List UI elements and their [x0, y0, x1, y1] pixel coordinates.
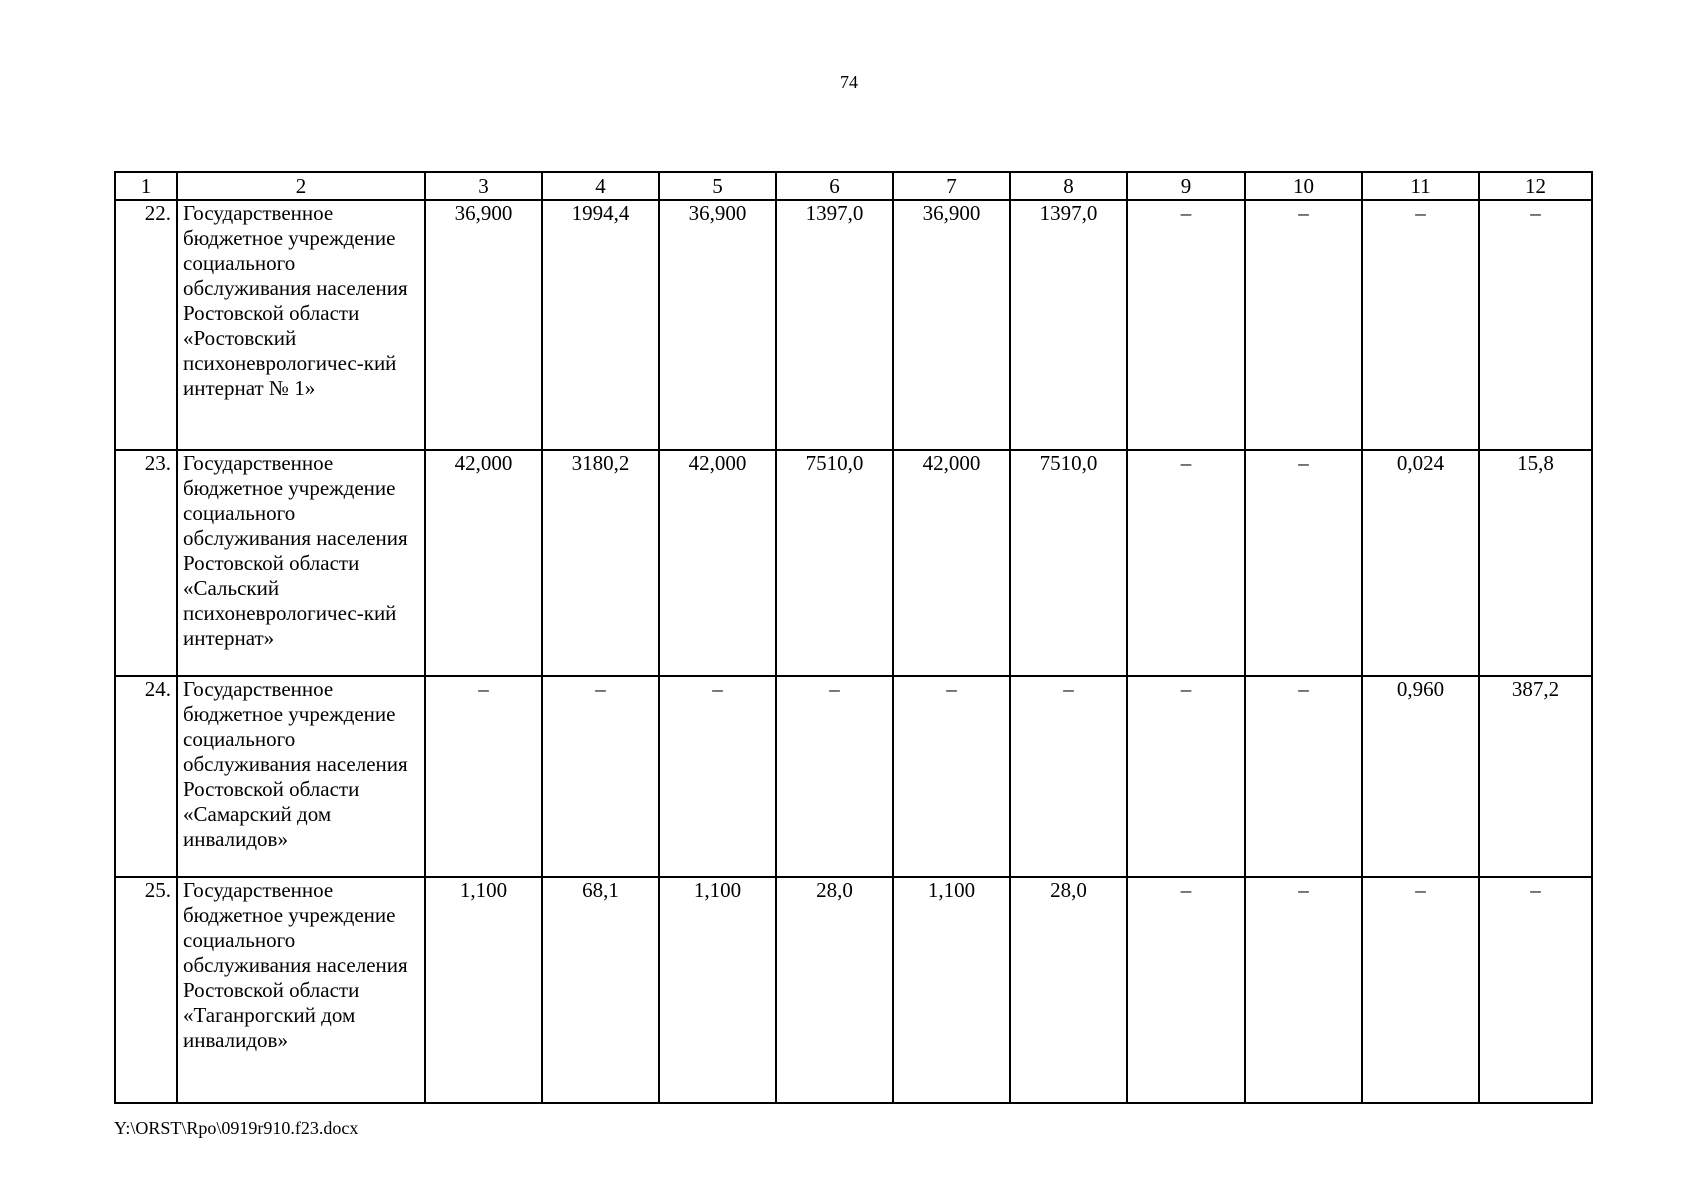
table-cell: – [776, 676, 893, 877]
table-cell: – [1127, 450, 1245, 676]
table-cell: – [1245, 676, 1362, 877]
table-cell: – [1362, 200, 1479, 450]
institution-name: Государственное бюджетное учреждение социального обслуживания населения Ростовской области «Ростовский психоневрологичес-кий интернат № 1» [177, 200, 425, 450]
table-cell: 1994,4 [542, 200, 659, 450]
row-number: 25. [115, 877, 177, 1103]
column-header-7: 7 [893, 172, 1010, 200]
table-cell: 3180,2 [542, 450, 659, 676]
table-cell: 7510,0 [1010, 450, 1127, 676]
column-header-4: 4 [542, 172, 659, 200]
table-cell: – [1479, 200, 1592, 450]
institution-name: Государственное бюджетное учреждение социального обслуживания населения Ростовской области «Самарский дом инвалидов» [177, 676, 425, 877]
page-number: 74 [840, 72, 858, 92]
table-cell: – [1127, 200, 1245, 450]
table-cell: 36,900 [659, 200, 776, 450]
header-row [115, 172, 1592, 200]
table-cell: 1,100 [893, 877, 1010, 1103]
table-row [115, 676, 1592, 877]
table-cell: 68,1 [542, 877, 659, 1103]
data-table [114, 171, 1593, 1104]
row-number: 22. [115, 200, 177, 450]
table-cell: – [1127, 676, 1245, 877]
institution-name: Государственное бюджетное учреждение социального обслуживания населения Ростовской области «Таганрогский дом инвалидов» [177, 877, 425, 1103]
table-cell: – [893, 676, 1010, 877]
table-cell: – [1245, 450, 1362, 676]
table-cell: 36,900 [425, 200, 542, 450]
table-cell: – [1362, 877, 1479, 1103]
column-header-10: 10 [1245, 172, 1362, 200]
footer-file-path: Y:\ORST\Rpo\0919r910.f23.docx [114, 1118, 359, 1138]
table-cell: 7510,0 [776, 450, 893, 676]
column-header-2: 2 [177, 172, 425, 200]
table-cell: – [1010, 676, 1127, 877]
column-header-6: 6 [776, 172, 893, 200]
table-cell: 42,000 [659, 450, 776, 676]
row-number: 23. [115, 450, 177, 676]
table-cell: 1397,0 [776, 200, 893, 450]
table-row [115, 450, 1592, 676]
column-header-3: 3 [425, 172, 542, 200]
table-cell: 42,000 [893, 450, 1010, 676]
table-cell: – [542, 676, 659, 877]
table-cell: 15,8 [1479, 450, 1592, 676]
column-header-9: 9 [1127, 172, 1245, 200]
table-cell: 387,2 [1479, 676, 1592, 877]
column-header-1: 1 [115, 172, 177, 200]
column-header-8: 8 [1010, 172, 1127, 200]
table-cell: 0,024 [1362, 450, 1479, 676]
table-cell: 28,0 [776, 877, 893, 1103]
table-row [115, 877, 1592, 1103]
table-cell: 1,100 [425, 877, 542, 1103]
table-cell: 36,900 [893, 200, 1010, 450]
column-header-12: 12 [1479, 172, 1592, 200]
table-row [115, 200, 1592, 450]
table-cell: – [659, 676, 776, 877]
table-cell: 1,100 [659, 877, 776, 1103]
table-cell: 28,0 [1010, 877, 1127, 1103]
column-header-11: 11 [1362, 172, 1479, 200]
table-cell: 1397,0 [1010, 200, 1127, 450]
table-cell: – [425, 676, 542, 877]
column-header-5: 5 [659, 172, 776, 200]
table-cell: 0,960 [1362, 676, 1479, 877]
table-cell: – [1245, 200, 1362, 450]
table-cell: 42,000 [425, 450, 542, 676]
table-cell: – [1479, 877, 1592, 1103]
table-cell: – [1245, 877, 1362, 1103]
institution-name: Государственное бюджетное учреждение социального обслуживания населения Ростовской области «Сальский психоневрологичес-кий интернат» [177, 450, 425, 676]
table-cell: – [1127, 877, 1245, 1103]
row-number: 24. [115, 676, 177, 877]
